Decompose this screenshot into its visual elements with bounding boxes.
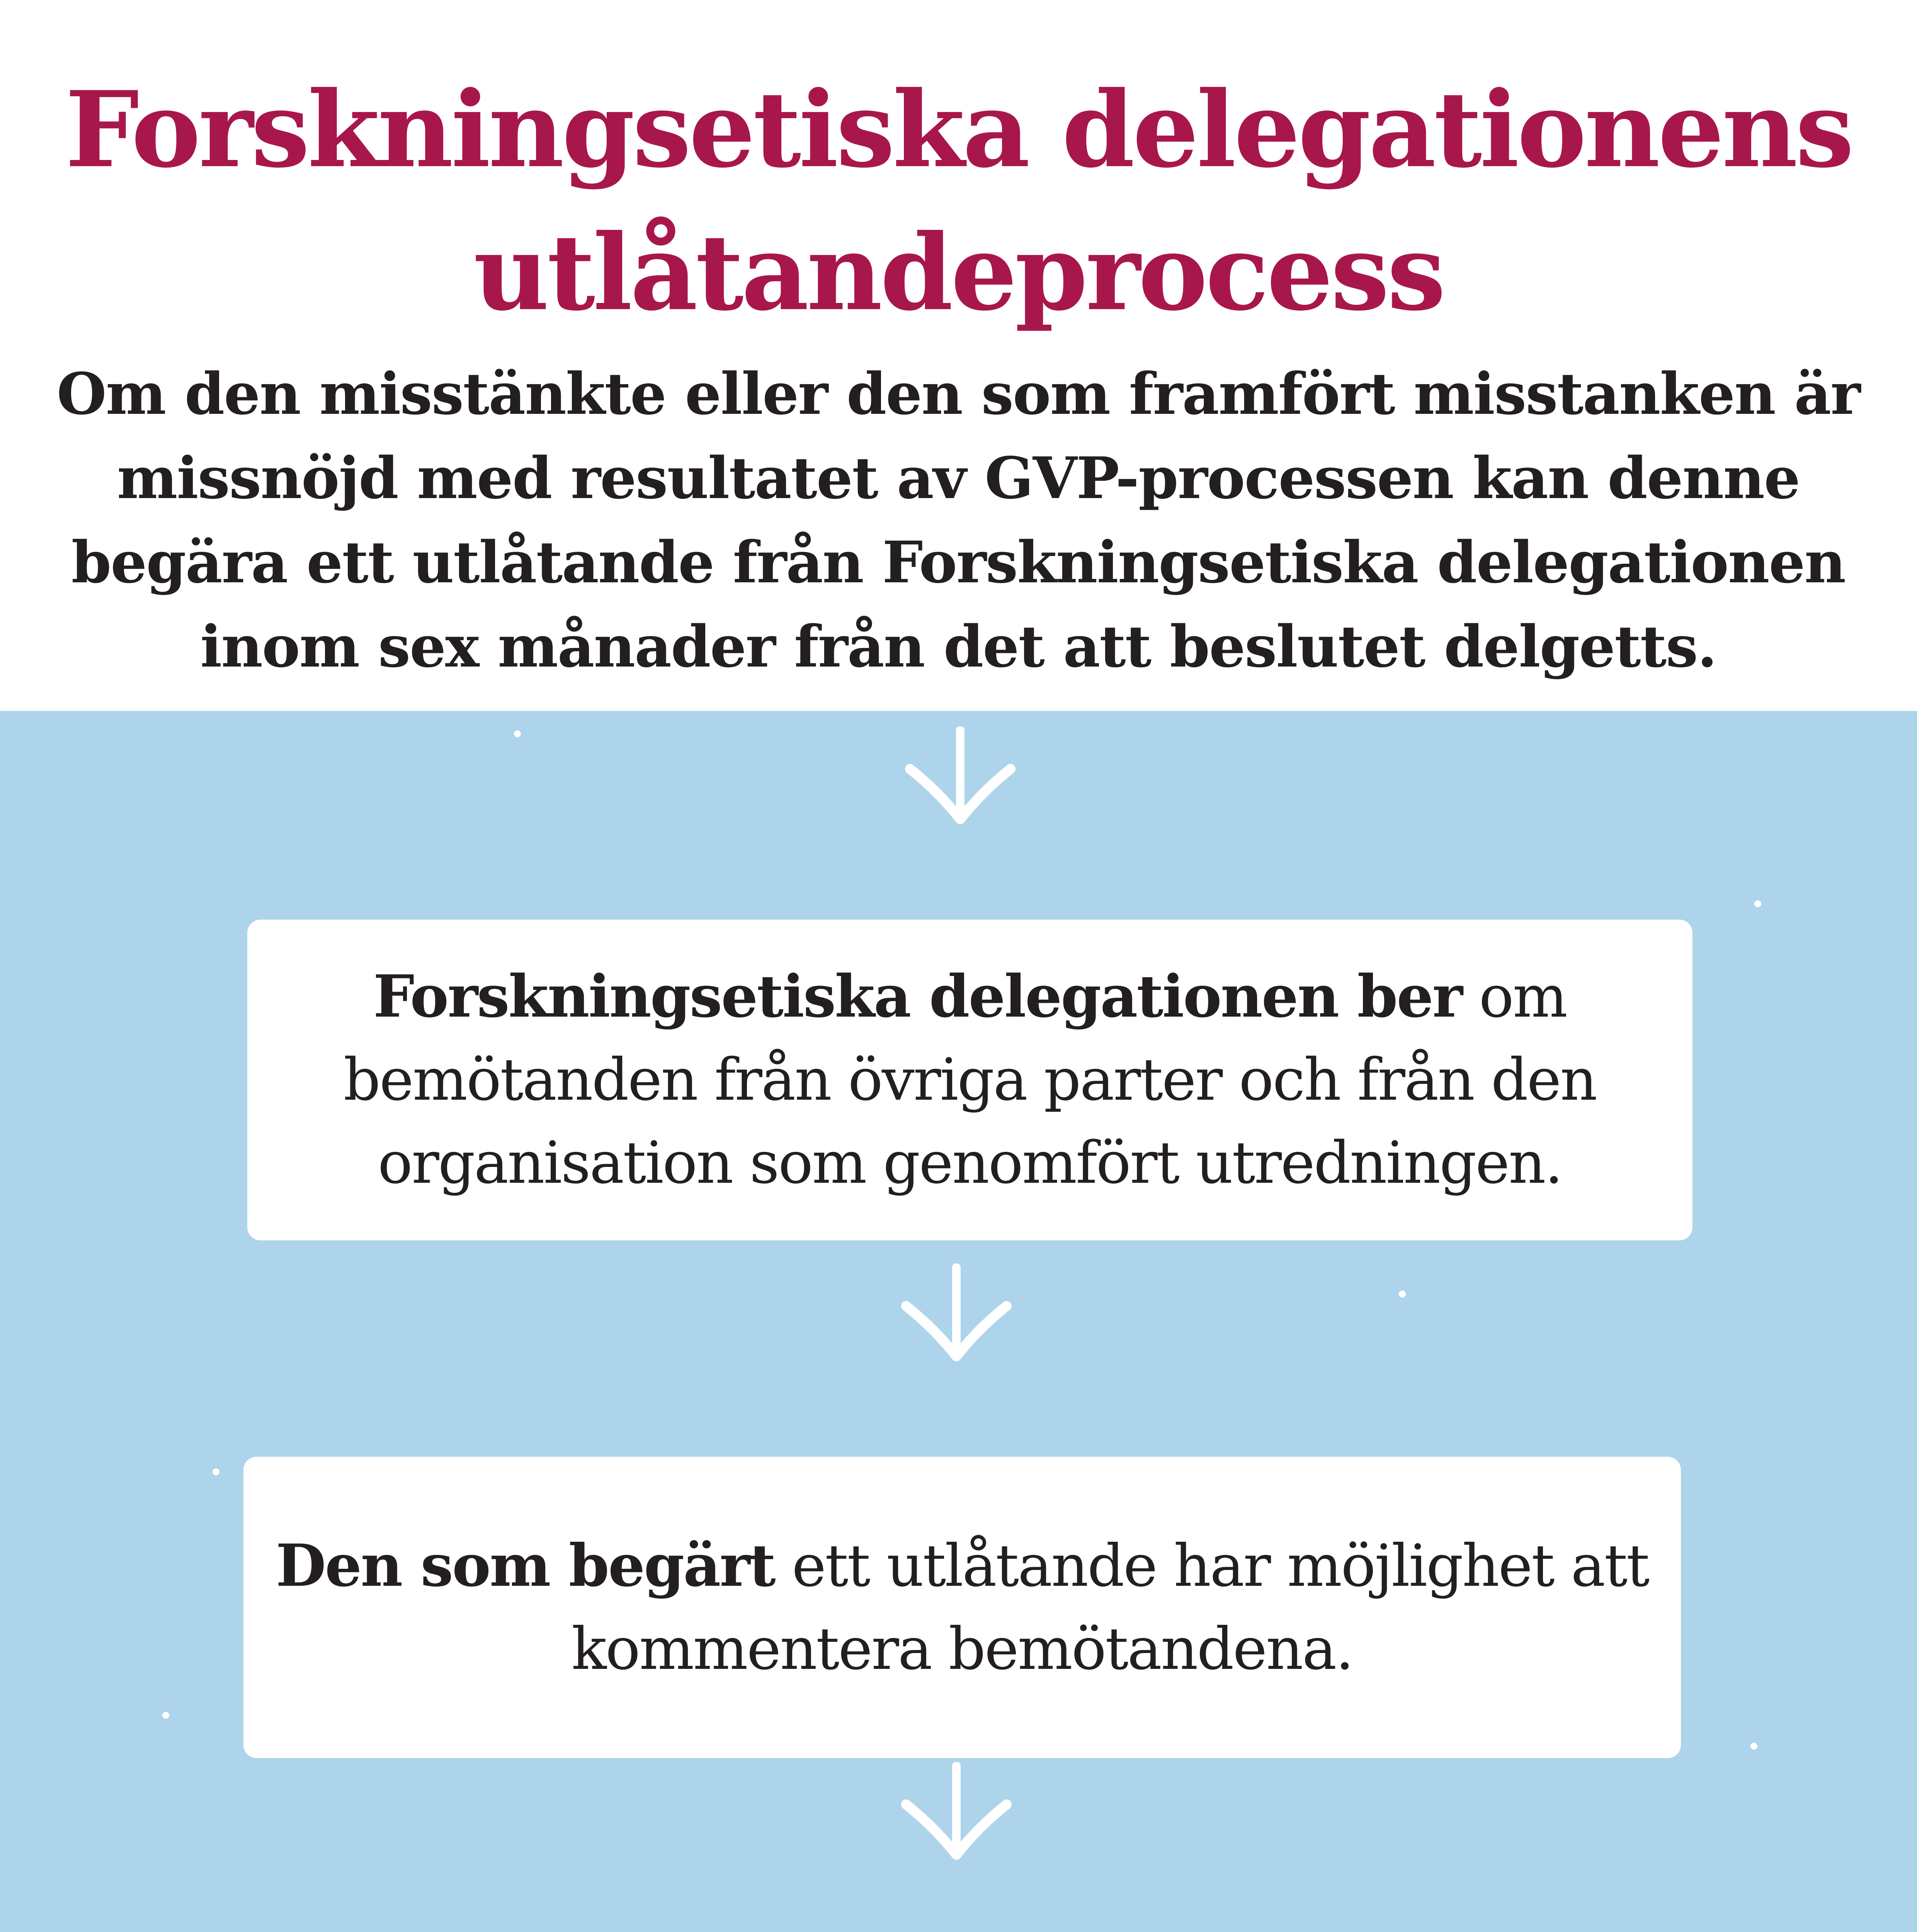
page-title — [0, 58, 1917, 344]
step-2-box — [243, 1457, 1681, 1758]
step-1-text — [270, 955, 1669, 1205]
arrow-down-icon — [902, 726, 1018, 831]
step-1-box — [247, 920, 1692, 1240]
speckle — [1750, 1743, 1757, 1750]
intro-text: Om den misstänkte eller den som framfört misstanken är missnöjd med resultatet av GVP-processen kan denne begära ett utlåtande från Forskningsetiska delegationen inom sex månader från det att beslutet delgetts. — [56, 360, 1860, 680]
speckle — [1754, 900, 1761, 907]
speckle — [514, 730, 521, 737]
page-title-line-1: Forskningsetiska delegationens — [65, 68, 1852, 191]
step-1-rest: om bemötanden från övriga parter och från den organisation som genomfört utredningen. — [343, 963, 1597, 1197]
arrow-down-icon — [898, 1264, 1014, 1368]
step-2-rest: ett utlåtande har möjlighet att kommentera bemötandena. — [571, 1532, 1649, 1683]
speckle — [162, 1712, 169, 1719]
speckle — [213, 1468, 219, 1475]
step-1-bold: Forskningsetiska delegationen ber — [373, 963, 1462, 1031]
arrow-down-icon — [898, 1762, 1014, 1866]
step-2-bold: Den som begärt — [276, 1531, 775, 1600]
step-2-text — [267, 1524, 1658, 1691]
brush-edge — [0, 696, 1917, 730]
page-title-line-2: utlåtandeprocess — [473, 211, 1444, 334]
speckle — [1399, 1291, 1406, 1298]
